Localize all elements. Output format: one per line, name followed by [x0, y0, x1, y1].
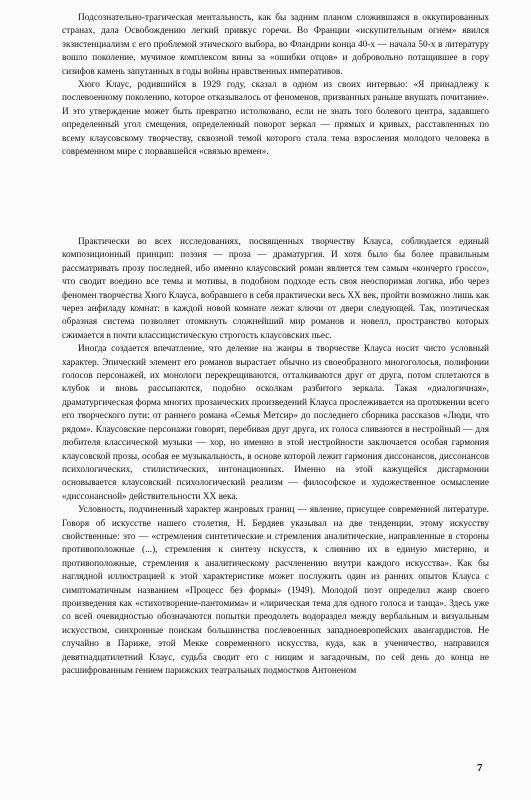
paragraph: Хюго Клаус, родившийся в 1929 году, сказал в одном из своих интервью: «Я принадлежу к послевоенному поколению, которое отказывалось от феноменов, призванных раньше внушать почитание». И это утверждение может быть превратно истолковано, если не знать того болевого центра, задавшего определенный угол смещения, определенный поворот зеркал — прямых и кривых, расставленных по всему клаусовскому творчеству, сквозной темой которого стала тема взросления молодого человека в современном мире с порвавшейся «связью времен».	[62, 80, 489, 158]
paragraph: Условность, подчиненный характер жанровых границ — явление, присущее современной литературе. Говоря об искусстве нашего столетия, Н. Бердяев указывал на две тенденции, этому искусству свойственные: это — «стремления синтетические и стремления аналитические, направленные в стороны противоположные (...), стремления к синтезу искусств, к слиянию их в единую мистерию, и противоположные, стремления к аналитическому расчленению внутри каждого искусства». Как бы наглядной иллюстрацией к этой характеристике может послужить один из ранних опытов Клауса с симптоматичным названием «Процесс без формы» (1949). Молодой поэт определил жанр своего произведения как «стихотворение-пантомима» и «лирическая тема для одного голоса и танца». Здесь уже со всей очевидностью обозначаются попытки преодолеть водораздел между вербальным и визуальным искусством, синхронные поискам большинства послевоенных западноевропейских авангардистов. Не случайно в Париже, этой Мекке современного искусства, куда, как в ученичество, направился девятнадцатилетний Клаус, судьба сводит его с нищим и загадочным, по сей день до конца не расшифрованным гением парижских театральных подмостков Антоненом	[62, 505, 489, 676]
page-number: 7	[477, 762, 483, 774]
text-section-top	[62, 12, 489, 159]
paragraph: Практически во всех исследованиях, посвященных творчеству Клауса, соблюдается единый композиционный принцип: поэзия — проза — драматургия. И хотя было бы более правильным рассматривать прозу последней, ибо именно клаусовский роман является тем самым «кончерто гроссо», что сводит воедино все темы и мотивы, в подобном подходе есть своя неоспоримая логика, ибо через феномен творчества Хюго Клауса, вобравшего в себя практически весь XX век, пройти возможно лишь как через анфиладу комнат: в каждой новой комнате лежат ключи от двери следующей. Так, поэтическая образная система позволяет отомкнуть сложнейший мир романов и новелл, пространство которых сжимается в почти классицистическую строгость клаусовских пьес.	[62, 237, 489, 341]
paragraph: Подсознательно-трагическая ментальность, как бы задним планом сложившаяся в оккупированных странах, дала Освобождению легкий привкус горечи. Во Франции «искупительным огнем» явился экзистенциализм с его проблемой этического выбора, во Фландрии конца 40-х — начала 50-х в литературу вошло поколение, мучимое комплексом вины за «ошибки отцов» и добровольно потащившее в гору сизифов камень запутанных в годы войны нравственных императивов.	[62, 13, 489, 77]
paragraph: Иногда создается впечатление, что деление на жанры в творчестве Клауса носит чисто условный характер. Эпический элемент его романов вырастает обычно из своеобразного многоголосья, полифонии голосов персонажей, их монологи перекрещиваются, отталкиваются друг от друга, потом сплетаются в клубок и вновь рассыпаются, подобно осколкам разбитого зеркала. Такая «диалогичная», драматургическая форма многих прозаических произведений Клауса прослеживается на протяжении всего его творческого пути: от раннего романа «Семья Метсир» до последнего сборника рассказов «Люди, что рядом». Клаусовские персонажи говорят, перебивая друг друга, их голоса сливаются в нестройный — для любителя классической музыки — хор, но именно в этой нестройности заключается особая гармония клаусовской прозы, особая ее музыкальность, в основе которой лежит гармония диссонансов, диссонансов психологических, стилистических, интонационных. Именно на этой кажущейся дисгармонии основывается клаусовский психологический реализм — философское и художественное осмысление «диссонансной» действительности XX века.	[62, 344, 489, 502]
text-section-main	[62, 236, 489, 678]
